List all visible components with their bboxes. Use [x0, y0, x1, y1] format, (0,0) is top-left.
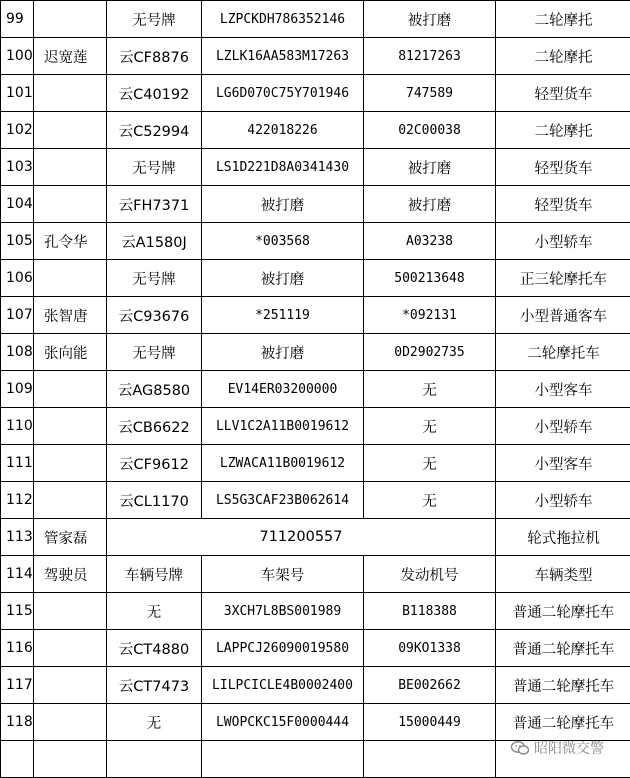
cell-owner: [34, 482, 107, 519]
table-row: [1, 1, 630, 38]
cell-no: 116: [1, 630, 34, 667]
cell-owner: [34, 1, 107, 38]
cell-frame-number: LILPCICLE4B0002400: [202, 667, 364, 704]
cell-frame-number: 被打磨: [202, 334, 364, 371]
cell-owner: [34, 260, 107, 297]
cell-engine-number: 0D2902735: [364, 334, 496, 371]
cell-no: 108: [1, 334, 34, 371]
cell-vehicle-type: 小型客车: [496, 445, 630, 482]
cell-engine-number: *092131: [364, 297, 496, 334]
cell-frame-number: 3XCH7L8BS001989: [202, 593, 364, 630]
cell-owner: [34, 667, 107, 704]
cell-vehicle-type: 二轮摩托: [496, 38, 630, 75]
cell-vehicle-type: 普通二轮摩托车: [496, 704, 630, 741]
cell-frame-number: LZPCKDH786352146: [202, 1, 364, 38]
cell-plate: 云CL1170: [107, 482, 202, 519]
cell-plate: 无号牌: [107, 260, 202, 297]
table-row: [1, 445, 630, 482]
cell-no: 100: [1, 38, 34, 75]
table-row: [1, 667, 630, 704]
cell-frame-number: LS1D221D8A0341430: [202, 149, 364, 186]
wechat-official-account-icon: [510, 740, 530, 756]
vehicle-table-body: [1, 1, 630, 778]
cell-vehicle-type: 轻型货车: [496, 149, 630, 186]
cell-no: 109: [1, 371, 34, 408]
cell-frame-number: *003568: [202, 223, 364, 260]
cell-vehicle-type: 正三轮摩托车: [496, 260, 630, 297]
cell-plate: 无: [107, 593, 202, 630]
cell-vehicle-type: 小型客车: [496, 371, 630, 408]
cell-vehicle-type: 普通二轮摩托车: [496, 630, 630, 667]
watermark-text: 昭阳微交警: [534, 741, 604, 757]
table-row: [1, 112, 630, 149]
table-row: [1, 593, 630, 630]
cell-frame-number: *251119: [202, 297, 364, 334]
cell-plate: 云AG8580: [107, 371, 202, 408]
cell-plate: 云C93676: [107, 297, 202, 334]
table-row: [1, 149, 630, 186]
cell-engine-number: 无: [364, 445, 496, 482]
cell-plate: 云C40192: [107, 75, 202, 112]
cell-no: 113: [1, 519, 34, 556]
cell-no: 117: [1, 667, 34, 704]
cell-frame-number: 被打磨: [202, 186, 364, 223]
cell-no: 118: [1, 704, 34, 741]
cell-engine-number: 747589: [364, 75, 496, 112]
cell-vehicle-type: 小型轿车: [496, 223, 630, 260]
cell-plate: 无: [107, 704, 202, 741]
cell-vehicle-type: 轻型货车: [496, 186, 630, 223]
cell-no: 102: [1, 112, 34, 149]
cell-engine-number: BE002662: [364, 667, 496, 704]
cell-engine-number: 发动机号: [364, 556, 496, 593]
cell-plate: 云CF8876: [107, 38, 202, 75]
table-row: [1, 519, 630, 556]
cell-owner: 孔令华: [34, 223, 107, 260]
cell-owner: [34, 704, 107, 741]
cell-engine-number: B118388: [364, 593, 496, 630]
cell-engine-number: 无: [364, 482, 496, 519]
cell-engine-number: 无: [364, 371, 496, 408]
table-row: [1, 704, 630, 741]
cell-engine-number: A03238: [364, 223, 496, 260]
cell-frame-number: EV14ER03200000: [202, 371, 364, 408]
cell-owner: [34, 371, 107, 408]
table-row: [1, 38, 630, 75]
table-row: [1, 75, 630, 112]
cell-plate: 无号牌: [107, 334, 202, 371]
cell-vehicle-type: 小型轿车: [496, 408, 630, 445]
table-row: [1, 297, 630, 334]
cell-owner: 管家磊: [34, 519, 107, 556]
cell-frame-number: 被打磨: [202, 260, 364, 297]
cell-owner: 迟宽莲: [34, 38, 107, 75]
cell-owner: [34, 408, 107, 445]
cell-vehicle-type: 车辆类型: [496, 556, 630, 593]
cell-no: 110: [1, 408, 34, 445]
cell-no: 104: [1, 186, 34, 223]
cell-no: 105: [1, 223, 34, 260]
cell-frame-number: LS5G3CAF23B062614: [202, 482, 364, 519]
table-row: [1, 408, 630, 445]
cell-engine-number: 500213648: [364, 260, 496, 297]
cell-engine-number: 02C00038: [364, 112, 496, 149]
table-row: [1, 186, 630, 223]
cell-vehicle-type: 小型普通客车: [496, 297, 630, 334]
table-row: [1, 371, 630, 408]
cell-engine-number: 09KO1338: [364, 630, 496, 667]
cell-engine-number: 被打磨: [364, 1, 496, 38]
cell-no: 103: [1, 149, 34, 186]
cell-vehicle-type: 二轮摩托: [496, 112, 630, 149]
cell-frame-number: LAPPCJ26090019580: [202, 630, 364, 667]
cell-engine-number: 被打磨: [364, 149, 496, 186]
cell-owner: 驾驶员: [34, 556, 107, 593]
cell-owner: [34, 75, 107, 112]
cell-no: 112: [1, 482, 34, 519]
cell-frame-number: 车架号: [202, 556, 364, 593]
cell-no: 107: [1, 297, 34, 334]
table-row: [1, 630, 630, 667]
cell-frame-number: LLV1C2A11B0019612: [202, 408, 364, 445]
cell-owner: [34, 149, 107, 186]
cell-frame-number: [202, 741, 364, 778]
cell-frame-number: 711200557: [107, 519, 496, 556]
cell-engine-number: 15000449: [364, 704, 496, 741]
cell-vehicle-type: 轻型货车: [496, 75, 630, 112]
cell-frame-number: 422018226: [202, 112, 364, 149]
cell-plate: 云CT4880: [107, 630, 202, 667]
cell-plate: 车辆号牌: [107, 556, 202, 593]
cell-plate: 无号牌: [107, 1, 202, 38]
cell-owner: [34, 112, 107, 149]
cell-no: [1, 741, 34, 778]
cell-frame-number: LWOPCKC15F0000444: [202, 704, 364, 741]
cell-vehicle-type: 普通二轮摩托车: [496, 593, 630, 630]
cell-plate: 云CT7473: [107, 667, 202, 704]
cell-plate: 云FH7371: [107, 186, 202, 223]
cell-owner: 张智唐: [34, 297, 107, 334]
cell-owner: [34, 445, 107, 482]
table-row: [1, 556, 630, 593]
cell-plate: 云CF9612: [107, 445, 202, 482]
cell-frame-number: LG6D070C75Y701946: [202, 75, 364, 112]
cell-no: 99: [1, 1, 34, 38]
cell-vehicle-type: 小型轿车: [496, 482, 630, 519]
table-row: [1, 223, 630, 260]
cell-plate: 无号牌: [107, 149, 202, 186]
cell-plate: 云CB6622: [107, 408, 202, 445]
watermark: [510, 738, 604, 758]
cell-owner: [34, 741, 107, 778]
cell-owner: [34, 593, 107, 630]
cell-owner: 张向能: [34, 334, 107, 371]
cell-frame-number: LZLK16AA583M17263: [202, 38, 364, 75]
cell-engine-number: 81217263: [364, 38, 496, 75]
cell-no: 106: [1, 260, 34, 297]
table-row: [1, 334, 630, 371]
cell-engine-number: 被打磨: [364, 186, 496, 223]
cell-plate: 云C52994: [107, 112, 202, 149]
cell-vehicle-type: 二轮摩托车: [496, 334, 630, 371]
cell-no: 101: [1, 75, 34, 112]
cell-vehicle-type: 二轮摩托: [496, 1, 630, 38]
cell-no: 114: [1, 556, 34, 593]
cell-no: 111: [1, 445, 34, 482]
cell-vehicle-type: 轮式拖拉机: [496, 519, 630, 556]
cell-plate: [107, 741, 202, 778]
cell-engine-number: 无: [364, 408, 496, 445]
cell-no: 115: [1, 593, 34, 630]
cell-vehicle-type: 普通二轮摩托车: [496, 667, 630, 704]
table-row: [1, 260, 630, 297]
cell-plate: 云A1580J: [107, 223, 202, 260]
cell-owner: [34, 186, 107, 223]
cell-owner: [34, 630, 107, 667]
cell-engine-number: [364, 741, 496, 778]
table-row: [1, 482, 630, 519]
cell-frame-number: LZWACA11B0019612: [202, 445, 364, 482]
